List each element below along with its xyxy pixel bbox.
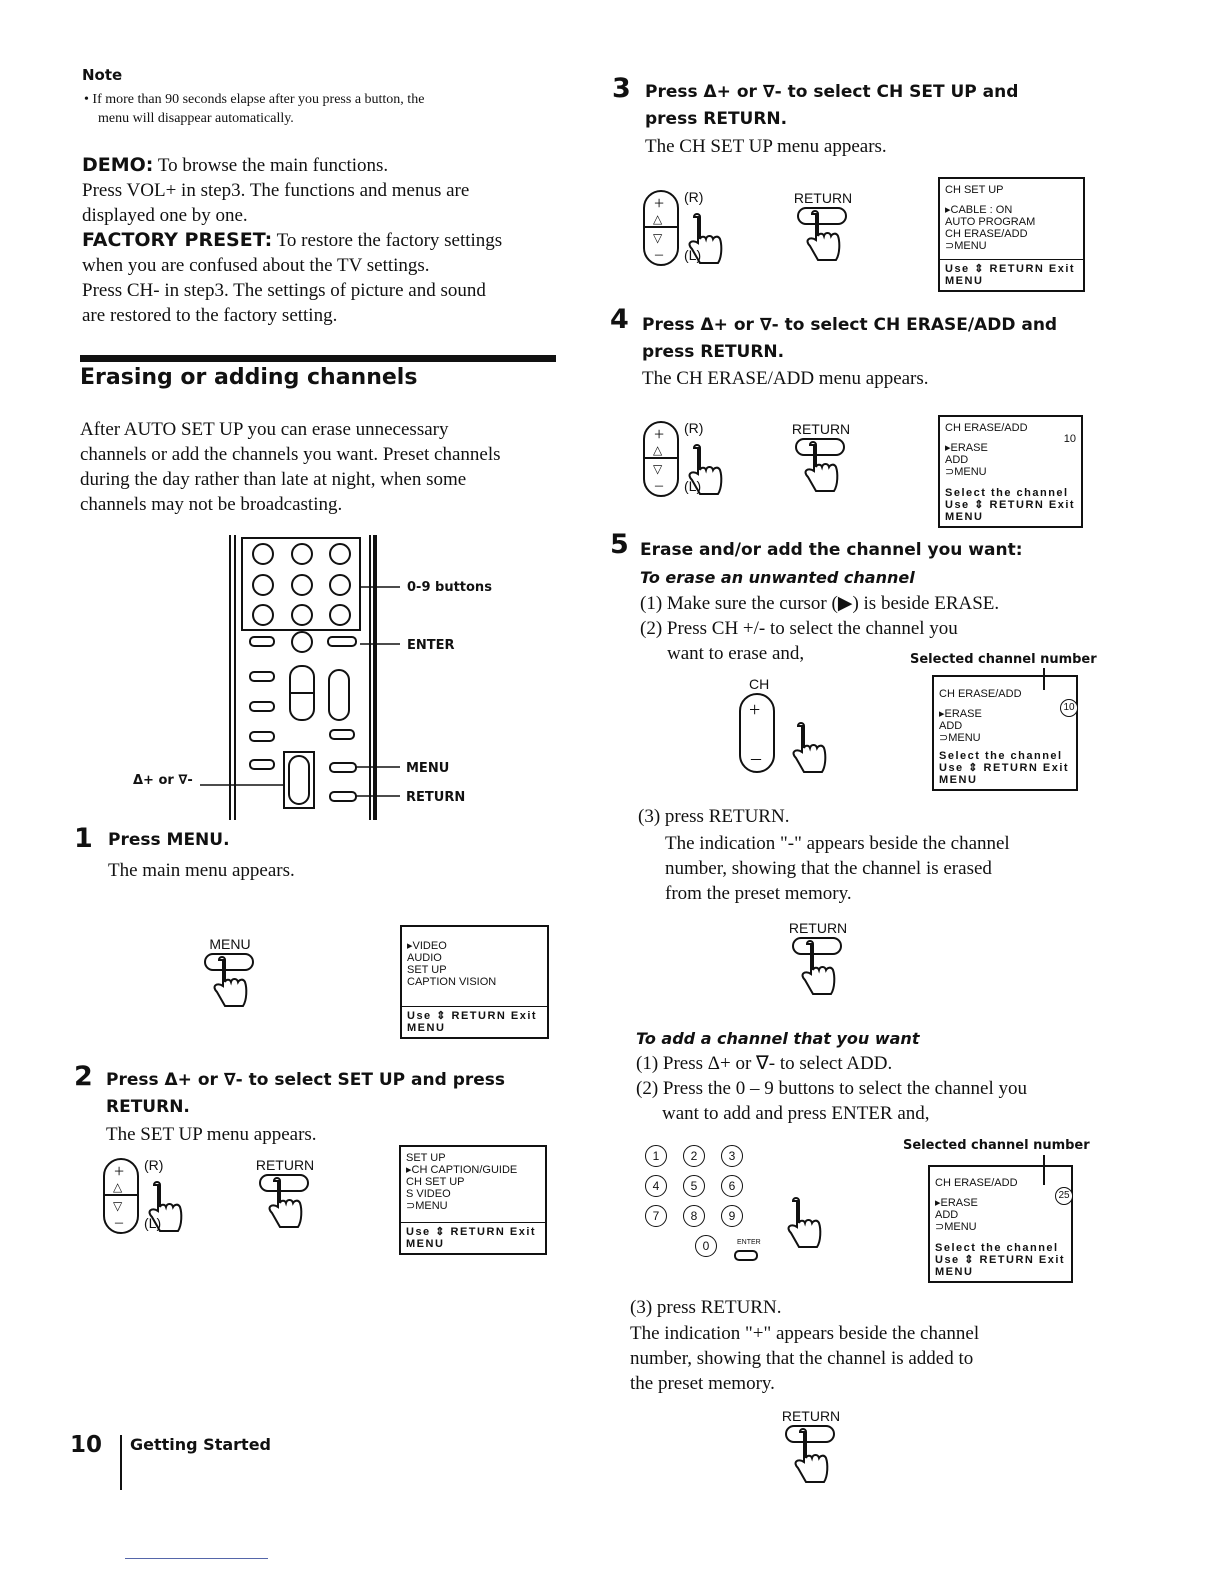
menu-footer: Select the channel [935, 1242, 1059, 1254]
return-button-label: RETURN [791, 421, 851, 437]
return-button-label: RETURN [255, 1157, 315, 1173]
result-line: The indication "+" appears beside the channel [630, 1323, 980, 1344]
title-line: Press Δ+ or ∇- to select SET UP and press [106, 1070, 506, 1090]
step-4-number: 4 [610, 304, 629, 335]
step-2-title [106, 1067, 505, 1121]
footer-divider [120, 1435, 122, 1490]
step-3-desc: The CH SET UP menu appears. [645, 136, 887, 157]
note-title: Note [82, 66, 123, 84]
intro-line: displayed one by one. [82, 205, 248, 226]
section-title: Erasing or adding channels [80, 365, 418, 390]
instruction-line: (1) Make sure the cursor (▶) is beside ERASE. [640, 593, 1000, 614]
instruction-line: (1) Press Δ+ or ∇- to select ADD. [636, 1053, 893, 1074]
svg-text:+: + [654, 193, 665, 213]
ch-label: CH [749, 676, 770, 692]
l-label: (L) [144, 1215, 162, 1231]
main-menu-screen [400, 925, 549, 1039]
result-line: number, showing that the channel is added to [630, 1348, 974, 1369]
pressing-hand-icon [250, 1173, 320, 1233]
add-instructions [636, 1051, 1027, 1126]
digit-button-4: 4 [645, 1175, 667, 1197]
menu-line: S VIDEO [406, 1188, 451, 1200]
return-button-press [776, 1408, 846, 1499]
title-line: press RETURN. [642, 342, 785, 362]
add-result [630, 1321, 979, 1396]
l-label: (L) [684, 247, 702, 263]
intro-line: are restored to the factory setting. [82, 305, 338, 326]
add-heading: To add a channel that you want [636, 1029, 920, 1048]
number-buttons-press [645, 1143, 835, 1268]
label-digit-buttons: 0-9 buttons [407, 580, 492, 595]
section-rule [80, 355, 556, 362]
label-return: RETURN [406, 790, 466, 805]
demo-label: DEMO: [82, 154, 154, 176]
menu-footer: Use ⇕ RETURN Exit MENU [939, 762, 1070, 786]
pointer-line [1043, 668, 1045, 690]
return-button-label: RETURN [793, 190, 853, 206]
setup-menu-screen [399, 1145, 547, 1255]
title-line: Press Δ+ or ∇- to select CH SET UP and [645, 82, 1019, 102]
menu-line: ⊃MENU [935, 1221, 977, 1233]
result-line: from the preset memory. [665, 883, 852, 904]
l-label: (L) [684, 478, 702, 494]
digit-button-0: 0 [695, 1235, 717, 1257]
svg-text:–: – [115, 1214, 123, 1231]
label-enter: ENTER [407, 638, 455, 653]
remote-control-illustration [200, 530, 400, 825]
digit-button-9: 9 [721, 1205, 743, 1227]
ch-button-icon [732, 676, 857, 786]
note-line: If more than 90 seconds elapse after you press a button, the [92, 92, 425, 107]
menu-line: ▸ERASE [935, 1197, 978, 1209]
menu-line: ⊃MENU [945, 240, 987, 252]
menu-line: ADD [935, 1209, 959, 1221]
pointer-line [1043, 1155, 1045, 1185]
menu-footer: Use ⇕ RETURN Exit MENU [945, 499, 1076, 523]
step-1-desc: The main menu appears. [108, 860, 295, 881]
svg-text:–: – [655, 246, 663, 263]
menu-title: CH ERASE/ADD [939, 688, 1022, 700]
svg-text:–: – [751, 747, 761, 769]
menu-button-press [195, 936, 265, 1017]
factory-text: To restore the factory settings [272, 230, 503, 251]
intro-line: Press VOL+ in step3. The functions and menus are [82, 180, 470, 201]
channel-number-highlight: 10 [1060, 699, 1078, 717]
r-label: (R) [144, 1157, 164, 1173]
svg-text:△: △ [653, 212, 663, 226]
digit-button-2: 2 [683, 1145, 705, 1167]
result-line: number, showing that the channel is erased [665, 858, 992, 879]
menu-footer: Select the channel [939, 750, 1063, 762]
title-line: RETURN. [106, 1097, 190, 1117]
menu-line: CH SET UP [406, 1176, 465, 1188]
menu-title: CH ERASE/ADD [935, 1177, 1018, 1189]
menu-line: CAPTION VISION [407, 976, 497, 988]
menu-line: ▸CH CAPTION/GUIDE [406, 1164, 518, 1176]
add-step3: (3) press RETURN. [630, 1297, 782, 1318]
menu-line: ADD [945, 454, 969, 466]
channel-number-highlight: 25 [1055, 1187, 1073, 1205]
ch-erase-add-menu-screen [938, 415, 1083, 528]
selected-channel-label: Selected channel number [910, 652, 1097, 667]
menu-line: SET UP [406, 1152, 446, 1164]
digit-button-7: 7 [645, 1205, 667, 1227]
return-button-press [788, 190, 858, 271]
label-menu: MENU [406, 761, 450, 776]
menu-footer: Select the channel [945, 487, 1069, 499]
step-3-number: 3 [612, 73, 631, 104]
menu-line: ▸ERASE [939, 708, 982, 720]
digit-button-6: 6 [721, 1175, 743, 1197]
return-button-press [250, 1157, 320, 1238]
instruction-line: want to erase and, [667, 643, 805, 664]
svg-text:+: + [654, 424, 665, 444]
step-1-title: Press MENU. [108, 830, 230, 850]
menu-footer: Use ⇕ RETURN Exit MENU [401, 1222, 545, 1253]
svg-text:▽: ▽ [653, 462, 663, 476]
step-5-title: Erase and/or add the channel you want: [640, 540, 1023, 560]
para-line: channels may not be broadcasting. [80, 494, 343, 515]
menu-footer: Use ⇕ RETURN Exit MENU [940, 259, 1083, 290]
menu-line: CH ERASE/ADD [945, 228, 1028, 240]
menu-line: ⊃MENU [406, 1200, 448, 1212]
pressing-hand-icon [783, 936, 853, 1006]
svg-text:▽: ▽ [653, 231, 663, 245]
note-line: menu will disappear automatically. [98, 111, 294, 126]
menu-footer: Use ⇕ RETURN Exit MENU [402, 1006, 547, 1037]
svg-text:+: + [749, 699, 761, 721]
step-2-number: 2 [74, 1061, 93, 1092]
menu-footer: Use ⇕ RETURN Exit MENU [935, 1254, 1066, 1278]
selected-channel-label: Selected channel number [903, 1138, 1090, 1153]
intro-line: when you are confused about the TV settings. [82, 255, 430, 276]
digit-button-3: 3 [721, 1145, 743, 1167]
factory-label: FACTORY PRESET: [82, 229, 273, 251]
pressing-hand-icon [195, 952, 265, 1012]
erase-result [665, 831, 1010, 906]
enter-label: ENTER [737, 1239, 761, 1246]
erase-step3: (3) press RETURN. [638, 806, 790, 827]
step-4-title [642, 312, 1057, 366]
intro-line: Press CH- in step3. The settings of picture and sound [82, 280, 486, 301]
updown-button-press [640, 187, 760, 272]
return-button-press [783, 920, 853, 1011]
instruction-line: (2) Press CH +/- to select the channel you [640, 618, 958, 639]
label-updown: Δ+ or ∇- [133, 773, 193, 788]
menu-line: ▸ERASE [945, 442, 988, 454]
instruction-line: want to add and press ENTER and, [662, 1103, 930, 1124]
erase-heading: To erase an unwanted channel [640, 568, 915, 587]
svg-text:–: – [655, 477, 663, 494]
pressing-hand-icon [786, 437, 856, 497]
menu-line: ⊃MENU [945, 466, 987, 478]
step-2-desc: The SET UP menu appears. [106, 1124, 317, 1145]
menu-line: AUTO PROGRAM [945, 216, 1036, 228]
step-5-number: 5 [610, 529, 629, 560]
para-line: during the day rather than late at night, when some [80, 469, 467, 490]
page-number: 10 [70, 1432, 103, 1458]
ch-button-press [732, 676, 857, 786]
para-line: channels or add the channels you want. Preset channels [80, 444, 501, 465]
r-label: (R) [684, 420, 704, 436]
bottom-rule [125, 1558, 268, 1559]
title-line: press RETURN. [645, 109, 788, 129]
result-line: The indication "-" appears beside the channel [665, 833, 1010, 854]
menu-spacer [945, 196, 1078, 204]
menu-line: CH SET UP [945, 184, 1004, 196]
section-para [80, 417, 501, 517]
ch-setup-menu-screen [938, 177, 1085, 292]
menu-line: ADD [939, 720, 963, 732]
menu-line: ▸VIDEO [407, 940, 447, 952]
r-label: (R) [684, 189, 704, 205]
svg-text:▽: ▽ [113, 1199, 123, 1213]
pressing-hand-icon [788, 206, 858, 266]
digit-button-5: 5 [683, 1175, 705, 1197]
add-channel-menu-screen [928, 1165, 1073, 1283]
result-line: the preset memory. [630, 1373, 775, 1394]
menu-line: SET UP [407, 964, 447, 976]
svg-text:△: △ [113, 1180, 123, 1194]
updown-button-press [640, 418, 760, 503]
return-button-press [786, 421, 856, 502]
menu-title: CH ERASE/ADD [945, 422, 1028, 434]
menu-line: ⊃MENU [939, 732, 981, 744]
para-line: After AUTO SET UP you can erase unnecessary [80, 419, 449, 440]
instruction-line: (2) Press the 0 – 9 buttons to select the channel you [636, 1078, 1028, 1099]
return-button-label: RETURN [788, 920, 848, 936]
step-1-number: 1 [74, 823, 93, 854]
svg-text:+: + [114, 1161, 125, 1181]
step-4-desc: The CH ERASE/ADD menu appears. [642, 368, 929, 389]
updown-button-press [100, 1155, 220, 1240]
demo-text: To browse the main functions. [153, 155, 389, 176]
erase-channel-menu-screen [932, 675, 1078, 791]
pressing-hand-icon [776, 1424, 846, 1494]
channel-number: 10 [1063, 433, 1076, 445]
menu-line: AUDIO [407, 952, 442, 964]
svg-text:△: △ [653, 443, 663, 457]
footer-section: Getting Started [130, 1435, 271, 1454]
title-line: Press Δ+ or ∇- to select CH ERASE/ADD and [642, 315, 1058, 335]
return-button-label: RETURN [781, 1408, 841, 1424]
intro-text [82, 153, 502, 328]
step-3-title [645, 79, 1018, 133]
menu-line: ▸CABLE : ON [945, 204, 1013, 216]
digit-button-8: 8 [683, 1205, 705, 1227]
menu-button-label: MENU [209, 936, 251, 952]
note-text: • If more than 90 seconds elapse after you press a button, the menu will disappear automatically. [84, 92, 425, 126]
digit-button-1: 1 [645, 1145, 667, 1167]
